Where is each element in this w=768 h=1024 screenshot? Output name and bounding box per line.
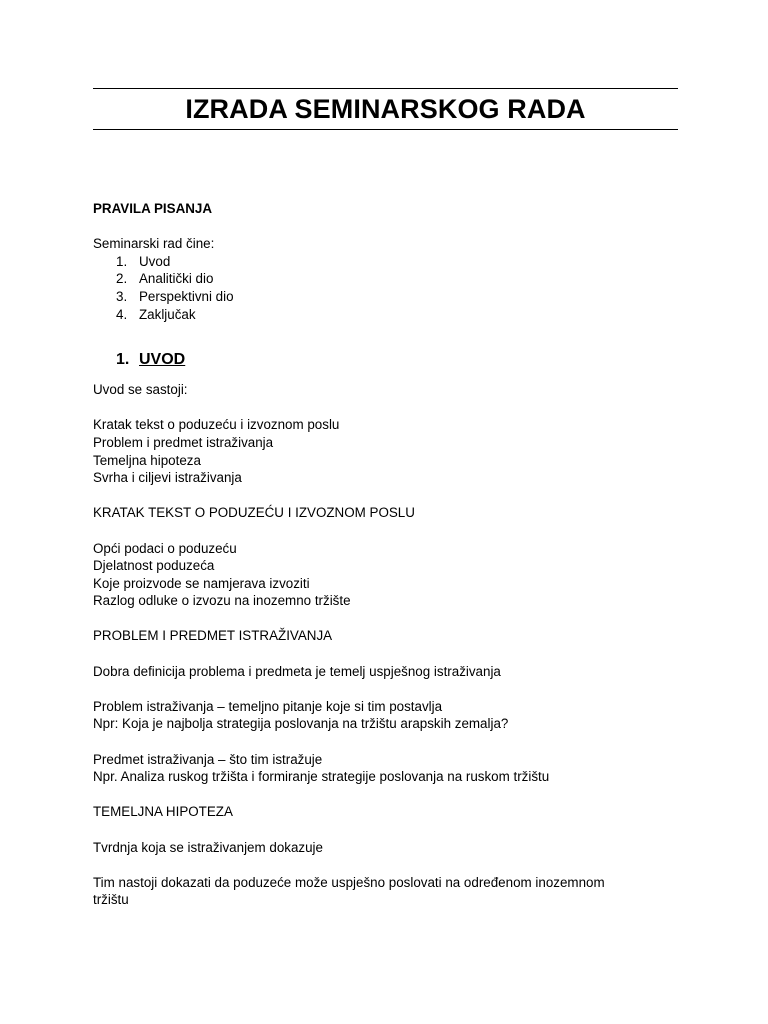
list-item: 1. Uvod [116, 253, 171, 269]
list-item: 2. Analitički dio [116, 271, 214, 287]
kratak-item: Koje proizvode se namjerava izvoziti [93, 575, 310, 591]
subheading-kratak: KRATAK TEKST O PODUZEĆU I IZVOZNOM POSLU [93, 505, 415, 521]
hipoteza-paragraph: Tim nastoji dokazati da poduzeće može uspješno poslovati na određenom inozemnom [93, 874, 605, 890]
kratak-item: Djelatnost poduzeća [93, 558, 215, 574]
list-item: 4. Zaključak [116, 306, 196, 322]
problem-paragraph: Predmet istraživanja – što tim istražuje [93, 751, 323, 767]
uvod-intro: Uvod se sastoji: [93, 382, 188, 398]
problem-paragraph: Problem istraživanja – temeljno pitanje koje si tim postavlja [93, 698, 443, 714]
document-body [93, 200, 678, 909]
list-item: 3. Perspektivni dio [116, 288, 234, 304]
uvod-item: Problem i predmet istraživanja [93, 434, 274, 450]
subheading-problem: PROBLEM I PREDMET ISTRAŽIVANJA [93, 628, 333, 644]
section-heading-rules: PRAVILA PISANJA [93, 201, 213, 216]
subheading-hipoteza: TEMELJNA HIPOTEZA [93, 804, 233, 820]
problem-paragraph: Dobra definicija problema i predmeta je temelj uspješnog istraživanja [93, 663, 501, 679]
chapter-heading-uvod: 1. UVOD [116, 351, 186, 369]
title-rule-bottom [93, 129, 678, 130]
uvod-item: Svrha i ciljevi istraživanja [93, 470, 242, 486]
hipoteza-paragraph: tržištu [93, 892, 129, 908]
uvod-item: Temeljna hipoteza [93, 452, 201, 468]
parts-list [93, 253, 678, 323]
hipoteza-paragraph: Tvrdnja koja se istraživanjem dokazuje [93, 839, 323, 855]
kratak-item: Razlog odluke o izvozu na inozemno tržište [93, 593, 351, 609]
parts-intro: Seminarski rad čine: [93, 236, 215, 252]
problem-paragraph: Npr. Analiza ruskog tržišta i formiranje strategije poslovanja na ruskom tržištu [93, 769, 550, 785]
uvod-item: Kratak tekst o poduzeću i izvoznom poslu [93, 417, 340, 433]
document-title: IZRADA SEMINARSKOG RADA [185, 94, 586, 124]
problem-paragraph: Npr: Koja je najbolja strategija poslovanja na tržištu arapskih zemalja? [93, 716, 509, 732]
kratak-item: Opći podaci o poduzeću [93, 540, 237, 556]
